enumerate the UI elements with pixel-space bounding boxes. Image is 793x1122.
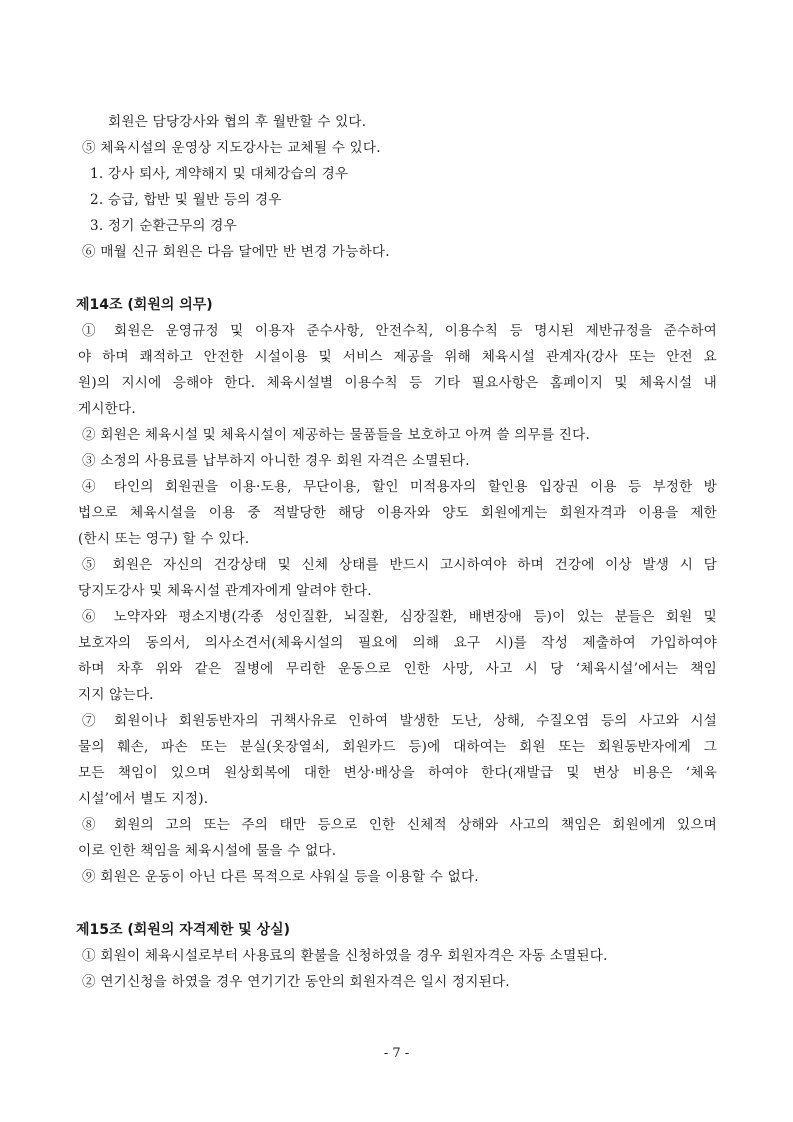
text-line: ① 회원이 체육시설로부터 사용료의 환불을 신청하였을 경우 회원자격은 자동 소멸된다. xyxy=(82,948,608,964)
article-14-heading: 제14조 (회원의 의무) xyxy=(76,297,213,313)
text-line: 2. 승급, 합반 및 월반 등의 경우 xyxy=(90,192,282,208)
text-line: 게시한다. xyxy=(78,401,136,417)
text-line: 회원은 담당강사와 협의 후 월반할 수 있다. xyxy=(108,114,367,130)
text-line: 모든 책임이 있으며 원상회복에 대한 변상·배상을 하여야 한다(재발급 및 변상 비용은 ‘체육 xyxy=(78,765,717,781)
text-line: 물의 훼손, 파손 또는 분실(옷장열쇠, 회원카드 등)에 대하여는 회원 또는 회원동반자에게 그 xyxy=(78,739,717,755)
text-line: ③ 소정의 사용료를 납부하지 아니한 경우 회원 자격은 소멸된다. xyxy=(82,453,470,469)
text-line: 지지 않는다. xyxy=(78,687,154,703)
text-line: 하며 차후 위와 같은 질병에 무리한 운동으로 인한 사망, 사고 시 당 ‘체육시설’에서는 책임 xyxy=(78,661,717,677)
text-line: ⑤ 체육시설의 운영상 지도강사는 교체될 수 있다. xyxy=(82,140,381,156)
text-line: ② 회원은 체육시설 및 체육시설이 제공하는 물품들을 보호하고 아껴 쓸 의무를 진다. xyxy=(82,427,590,443)
article-15-heading: 제15조 (회원의 자격제한 및 상실) xyxy=(76,922,291,938)
text-line: 당지도강사 및 체육시설 관계자에게 알려야 한다. xyxy=(78,583,372,599)
page-number: - 7 - xyxy=(383,1046,410,1061)
text-line: 이로 인한 책임을 체육시설에 물을 수 없다. xyxy=(78,843,337,859)
text-line: ⑦ 회원이나 회원동반자의 귀책사유로 인하여 발생한 도난, 상해, 수질오염 등의 사고와 시설 xyxy=(82,713,717,729)
text-line: ② 연기신청을 하였을 경우 연기기간 동안의 회원자격은 일시 정지된다. xyxy=(82,974,510,990)
text-line: 야 하며 쾌적하고 안전한 시설이용 및 서비스 제공을 위해 체육시설 관계자(강사 또는 안전 요 xyxy=(78,349,717,365)
text-line: 시설’에서 별도 지정). xyxy=(78,791,209,807)
text-line: 원)의 지시에 응해야 한다. 체육시설별 이용수칙 등 기타 필요사항은 홈페이지 및 체육시설 내 xyxy=(78,375,717,391)
text-line: ⑥ 매월 신규 회원은 다음 달에만 반 변경 가능하다. xyxy=(82,244,390,260)
text-line: 1. 강사 퇴사, 계약해지 및 대체강습의 경우 xyxy=(90,166,349,182)
text-line: ① 회원은 운영규정 및 이용자 준수사항, 안전수칙, 이용수칙 등 명시된 제반규정을 준수하여 xyxy=(82,323,717,339)
text-line: ⑨ 회원은 운동이 아닌 다른 목적으로 샤워실 등을 이용할 수 없다. xyxy=(82,869,479,885)
text-line: ⑤ 회원은 자신의 건강상태 및 신체 상태를 반드시 고시하여야 하며 건강에 이상 발생 시 담 xyxy=(82,557,717,573)
text-line: ⑥ 노약자와 평소지병(각종 성인질환, 뇌질환, 심장질환, 배변장애 등)이 있는 분들은 회원 및 xyxy=(82,609,717,625)
text-line: ⑧ 회원의 고의 또는 주의 태만 등으로 인한 신체적 상해와 사고의 책임은 회원에게 있으며 xyxy=(82,817,717,833)
text-line: (한시 또는 영구) 할 수 있다. xyxy=(78,531,250,547)
text-line: 보호자의 동의서, 의사소견서(체육시설의 필요에 의해 요구 시)를 작성 제출하여 가입하여야 xyxy=(78,635,717,651)
text-line: ④ 타인의 회원권을 이용·도용, 무단이용, 할인 미적용자의 할인용 입장권 이용 등 부정한 방 xyxy=(82,479,717,495)
text-line: 3. 정기 순환근무의 경우 xyxy=(90,218,237,234)
text-line: 법으로 체육시설을 이용 중 적발당한 해당 이용자와 양도 회원에게는 회원자격과 이용을 제한 xyxy=(78,505,717,521)
